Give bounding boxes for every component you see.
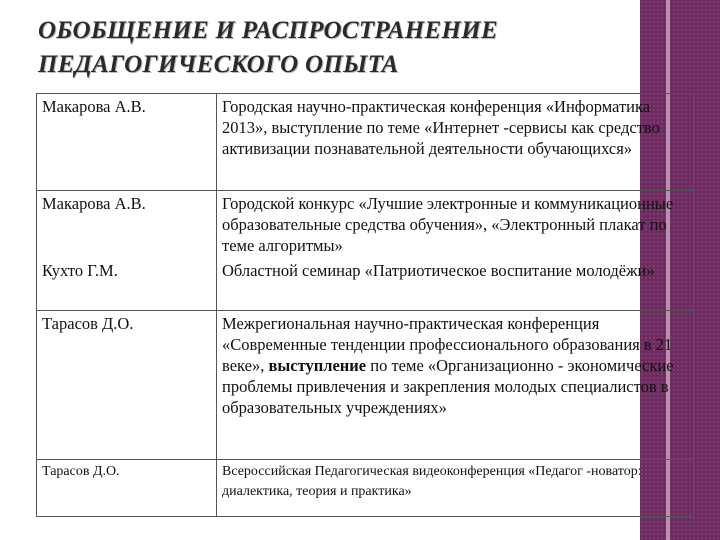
page-title: ОБОБЩЕНИЕ И РАСПРОСТРАНЕНИЕ ПЕДАГОГИЧЕСКОГО ОПЫТА: [38, 17, 498, 78]
event-cell: Областной семинар «Патриотическое воспитание молодёжи»: [217, 258, 694, 311]
table-row: [37, 94, 694, 191]
table-row: [37, 258, 694, 311]
table-row: [37, 311, 694, 460]
event-cell: Городская научно-практическая конференция «Информатика 2013», выступление по теме «Интернет -сервисы как средство активизации познавательной деятельности обучающихся»: [217, 94, 694, 191]
author-cell: Кухто Г.М.: [37, 258, 217, 311]
event-text-part: по теме «Организационно - экономические проблемы привлечения и закрепления молодых специалистов в образовательных учреждениях»: [222, 356, 674, 417]
experience-table: [36, 93, 694, 517]
author-cell: Макарова А.В.: [37, 191, 217, 259]
author-cell: Макарова А.В.: [37, 94, 217, 191]
event-cell: Городской конкурс «Лучшие электронные и коммуникационные образовательные средства обучения», «Электронный плакат по теме алгоритмы»: [217, 191, 694, 259]
event-text-part: Межрегиональная научно-практическая конференция «Современные тенденции профессионального образования в 21 веке»,: [222, 314, 673, 375]
table-row: [37, 191, 694, 259]
author-cell: Тарасов Д.О.: [37, 311, 217, 460]
author-cell: Тарасов Д.О.: [37, 460, 217, 517]
event-cell: Всероссийская Педагогическая видеоконференция «Педагог -новатор: диалектика, теория и практика»: [217, 460, 694, 517]
event-emphasis: выступление: [268, 356, 367, 375]
event-cell: [217, 311, 694, 460]
table-row: [37, 460, 694, 517]
